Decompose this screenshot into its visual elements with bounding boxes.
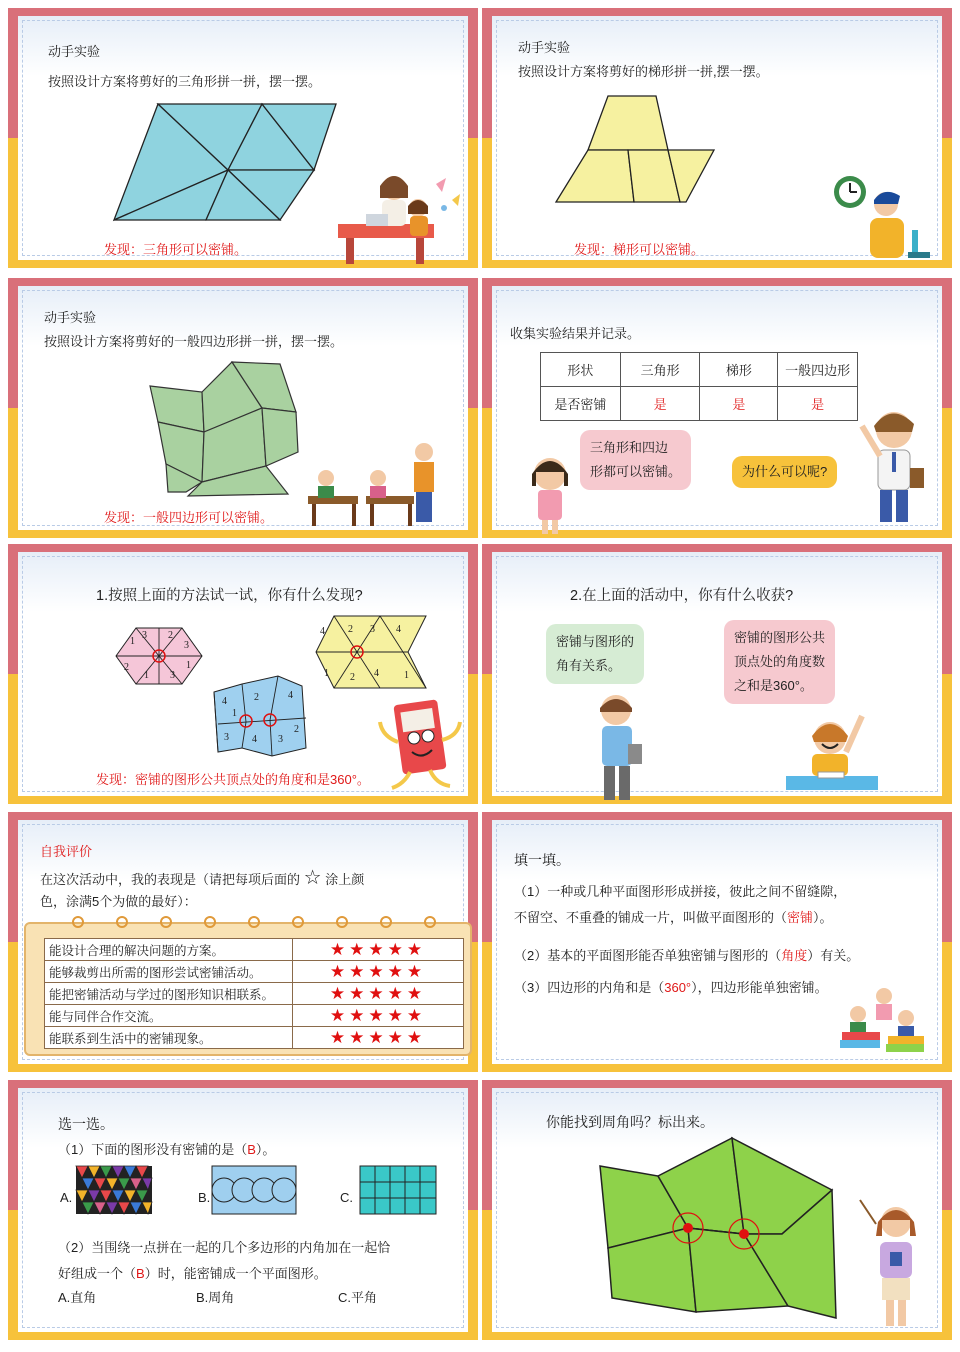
bubble-line: 密铺与图形的 [556, 634, 635, 649]
bubble-line: 角有关系。 [556, 658, 622, 673]
bubble-line: 密铺的图形公共 [734, 630, 826, 645]
question-text: ）。 [255, 1142, 276, 1157]
slide-heading: 动手实验 [44, 310, 97, 325]
svg-text:2: 2 [254, 692, 259, 703]
svg-text:3: 3 [184, 640, 189, 651]
finding-text: 发现：一般四边形可以密铺。 [104, 510, 274, 525]
slide-content [492, 1088, 942, 1332]
slide-finding-question [8, 544, 478, 804]
rating-stars[interactable]: ★★★★★ [293, 939, 464, 961]
question-text: （1）下面的图形没有密铺的是（ [58, 1142, 248, 1157]
answer-text: B [247, 1142, 256, 1157]
question-1 [58, 1140, 275, 1160]
criterion-label: 能够裁剪出所需的图形尝试密铺活动。 [45, 961, 293, 983]
slide-title: 选一选。 [58, 1116, 114, 1132]
svg-text:1: 1 [144, 670, 149, 681]
question-1-line2 [514, 908, 833, 928]
intro-text: 在这次活动中，我的表现是（请把每项后面的 [40, 872, 301, 887]
question-1-line1: （1）一种或几种平面图形形成拼接，彼此之间不留缝隙， [514, 884, 847, 899]
table-header-row [541, 353, 858, 387]
criterion-label: 能设计合理的解决问题的方案。 [45, 939, 293, 961]
girl-speech-bubble [580, 430, 691, 490]
answer-text: B [136, 1266, 145, 1281]
slide-record-results [482, 278, 952, 538]
speech-bubble-right [724, 620, 835, 704]
svg-text:3: 3 [370, 624, 375, 635]
svg-text:2: 2 [348, 624, 353, 635]
rating-stars[interactable]: ★★★★★ [293, 983, 464, 1005]
empty-star-icon: ☆ [303, 867, 322, 889]
slide-question: 1.按照上面的方法试一试，你有什么发现? [96, 588, 363, 604]
row-label: 是否密铺 [541, 387, 621, 421]
slide-content [18, 286, 468, 530]
rating-stars[interactable]: ★★★★★ [293, 1005, 464, 1027]
svg-text:3: 3 [170, 670, 175, 681]
option-b-label[interactable]: B. [198, 1190, 211, 1205]
rating-stars[interactable]: ★★★★★ [293, 961, 464, 983]
question-text: ）。 [813, 910, 833, 925]
criterion-label: 能把密铺活动与学过的图形知识相联系。 [45, 983, 293, 1005]
slide-content [18, 16, 468, 260]
table-row [541, 387, 858, 421]
svg-text:1: 1 [324, 668, 329, 679]
svg-text:1: 1 [130, 636, 135, 647]
table-header: 形状 [541, 353, 621, 387]
boy-raising-hand-illustration [858, 396, 938, 526]
mother-child-study-illustration [336, 164, 466, 264]
slide-title: 自我评价 [40, 844, 93, 859]
rating-stars[interactable]: ★★★★★ [293, 1027, 464, 1049]
question-3 [514, 978, 828, 998]
slide-content [18, 552, 468, 796]
girl-illustration [520, 446, 580, 536]
slide-content [492, 820, 942, 1064]
bubble-line: 为什么可以呢? [742, 464, 828, 479]
question-text: ），四边形能单独密铺。 [691, 980, 828, 995]
table-row [45, 1027, 464, 1049]
table-header: 三角形 [620, 353, 700, 387]
evaluation-table [44, 938, 464, 1049]
slide-heading: 收集实验结果并记录。 [510, 326, 641, 341]
table-row [45, 961, 464, 983]
svg-text:1: 1 [404, 670, 409, 681]
thinking-boy-illustration [808, 156, 938, 266]
slide-content [492, 286, 942, 530]
evaluation-intro-line2: 色，涂满5个为做的最好）： [40, 894, 197, 909]
girl-at-desk-illustration [784, 702, 884, 802]
choice-a[interactable]: A.直角 [58, 1290, 97, 1305]
slide-content [18, 1088, 468, 1332]
option-a-label[interactable]: A. [60, 1190, 73, 1205]
svg-text:4: 4 [374, 668, 379, 679]
svg-text:4: 4 [222, 696, 227, 707]
standing-boy-illustration [582, 688, 652, 804]
bubble-line: 三角形和四边 [590, 440, 669, 455]
slide-content [18, 820, 468, 1064]
slide-harvest-question [482, 544, 952, 804]
intro-text: 涂上颜 [325, 872, 365, 887]
book-mascot-illustration [374, 692, 464, 792]
question-2 [514, 946, 859, 966]
slide-question: 你能找到周角吗？标出来。 [546, 1114, 714, 1130]
table-cell: 是 [778, 387, 858, 421]
question-2-line1: （2）当围绕一点拼在一起的几个多边形的内角加在一起恰 [58, 1240, 391, 1255]
table-row [45, 939, 464, 961]
results-table [540, 352, 858, 421]
option-c-label[interactable]: C. [340, 1190, 353, 1205]
table-row [45, 983, 464, 1005]
criterion-label: 能与同伴合作交流。 [45, 1005, 293, 1027]
choice-b[interactable]: B.周角 [196, 1290, 235, 1305]
evaluation-intro-line1 [40, 868, 364, 890]
slide-instruction: 按照设计方案将剪好的三角形拼一拼，摆一摆。 [48, 74, 322, 89]
answer-text: 角度 [781, 948, 808, 963]
slide-self-evaluation [8, 812, 478, 1072]
question-text: （3）四边形的内角和是（ [514, 980, 665, 995]
finding-text: 发现：梯形可以密铺。 [574, 242, 705, 257]
svg-text:1: 1 [232, 708, 237, 719]
slide-content [492, 552, 942, 796]
svg-text:2: 2 [168, 630, 173, 641]
svg-text:1: 1 [186, 660, 191, 671]
slide-instruction: 按照设计方案将剪好的一般四边形拼一拼，摆一摆。 [44, 334, 344, 349]
bubble-line: 顶点处的角度数 [734, 654, 826, 669]
table-header: 一般四边形 [778, 353, 858, 387]
answer-text: 密铺 [787, 910, 814, 925]
option-b-circles[interactable] [212, 1166, 296, 1214]
svg-text:4: 4 [252, 734, 257, 745]
teacher-illustration [854, 1192, 934, 1332]
slide-fill-in [482, 812, 952, 1072]
svg-text:3: 3 [142, 630, 147, 641]
finding-text: 发现：三角形可以密铺。 [104, 242, 248, 257]
option-a-colored-triangles[interactable] [76, 1166, 152, 1214]
question-text: ）有关。 [807, 948, 860, 963]
criterion-label: 能联系到生活中的密铺现象。 [45, 1027, 293, 1049]
svg-text:2: 2 [294, 724, 299, 735]
slide-triangle-experiment [8, 8, 478, 268]
question-text: （2）基本的平面图形能否单独密铺与图形的（ [514, 948, 782, 963]
svg-text:3: 3 [278, 734, 283, 745]
slide-instruction: 按照设计方案将剪好的梯形拼一拼,摆一摆。 [518, 64, 769, 79]
choice-c[interactable]: C.平角 [338, 1290, 378, 1305]
svg-text:2: 2 [350, 672, 355, 683]
notepad-rings [18, 914, 478, 934]
question-text: ）时，能密铺成一个平面图形。 [144, 1266, 327, 1281]
slide-heading: 动手实验 [48, 44, 101, 59]
svg-text:3: 3 [224, 732, 229, 743]
speech-bubble-left [546, 624, 644, 684]
slide-heading: 动手实验 [518, 40, 571, 55]
svg-text:4: 4 [288, 690, 293, 701]
table-cell: 是 [620, 387, 700, 421]
slide-trapezoid-experiment [482, 8, 952, 268]
slide-multiple-choice [8, 1080, 478, 1340]
boy-speech-bubble [732, 456, 837, 488]
question-2-line2 [58, 1264, 327, 1284]
table-cell: 是 [700, 387, 778, 421]
option-c-grid[interactable] [360, 1166, 436, 1214]
slide-find-full-angle [482, 1080, 952, 1340]
slide-content [492, 16, 942, 260]
answer-text: 360° [664, 980, 692, 995]
table-header: 梯形 [700, 353, 778, 387]
svg-text:2: 2 [124, 662, 129, 673]
bubble-line: 形都可以密铺。 [590, 464, 682, 479]
slide-quadrilateral-experiment [8, 278, 478, 538]
bubble-line: 之和是360°。 [734, 678, 813, 693]
slide-title: 填一填。 [514, 852, 570, 868]
svg-text:4: 4 [320, 626, 325, 637]
kids-on-books-illustration [838, 984, 928, 1064]
svg-text:4: 4 [396, 624, 401, 635]
question-text: 不留空、不重叠的铺成一片，叫做平面图形的（ [514, 910, 788, 925]
classroom-illustration [302, 430, 442, 530]
finding-text: 发现：密铺的图形公共顶点处的角度和是360°。 [96, 772, 370, 787]
table-row [45, 1005, 464, 1027]
slide-question: 2.在上面的活动中，你有什么收获? [570, 588, 794, 604]
question-text: 好组成一个（ [58, 1266, 137, 1281]
